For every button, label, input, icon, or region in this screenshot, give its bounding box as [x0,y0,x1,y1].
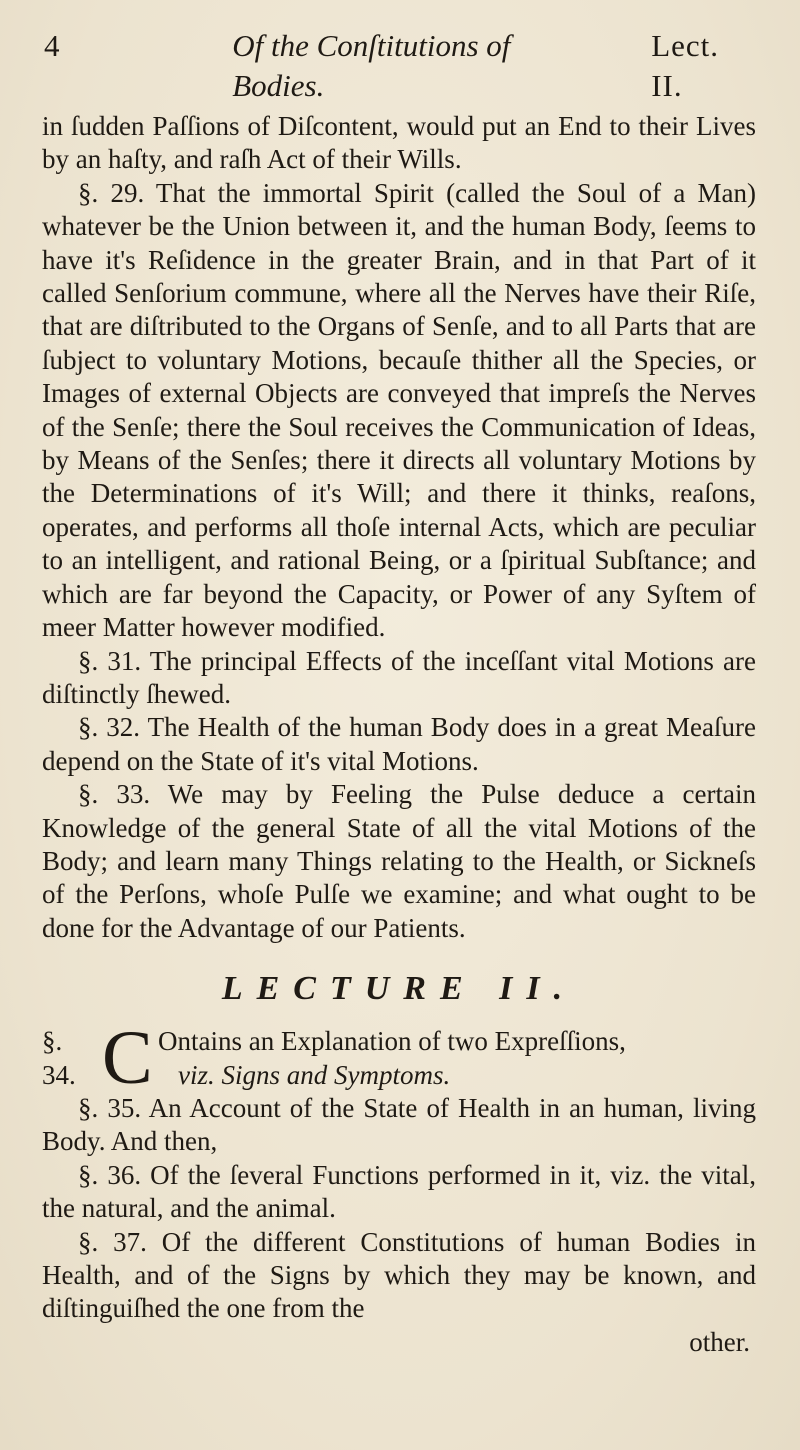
paragraph-section-35: §. 35. An Account of the State of Health in an human, living Body. And then, [42,1092,756,1157]
section-34-line-1: Ontains an Explanation of two Expreſſions, [158,1026,626,1057]
paragraph-section-36: §. 36. Of the ſeveral Functions performed in it, viz. the vital, the natural, and the animal. [42,1159,756,1224]
section-number: §. 34. [42,1026,76,1090]
page-body [42,110,756,1359]
paragraph-section-37: §. 37. Of the different Constitutions of human Bodies in Health, and of the Signs by which they may be known, and diſtinguiſhed the one from the [42,1226,756,1324]
section-34-text [158,1025,756,1092]
paragraph-section-32: §. 32. The Health of the human Body does in a great Meaſure depend on the State of it's vital Motions. [42,712,756,776]
paragraph-continuation: in ſudden Paſſions of Diſcontent, would put an End to their Lives by an haſty, and raſh Act of their Wills. [42,111,756,175]
lecture-reference: Lect. II. [651,28,720,103]
section-34-line-2: viz. Signs and Symptoms. [178,1059,451,1090]
page-number: 4 [44,28,60,63]
paragraph-section-33: §. 33. We may by Feeling the Pulse deduce a certain Knowledge of the general State of all the vital Motions of the Body; and learn many Things relating to the Health, or Sickneſs of the Perſons, whoſe Pulſe we examine; and what ought to be done for the Advantage of our Patients. [42,779,756,943]
lecture-heading: LECTURE II. [221,970,577,1008]
running-header [42,26,756,106]
final-word: other. [689,1326,750,1357]
paragraph-section-29: §. 29. That the immortal Spirit (called the Soul of a Man) whatever be the Union between it, and the human Body, ſeems to have it's Reſidence in the greater Brain, and in that Part of it called Senſorium commune, where all the Nerves have their Riſe, that are diſtributed to the Organs of Senſe, and to all Parts that are ſubject to voluntary Motions, becauſe thither all the Species, or Images of external Objects are conveyed that impreſs the Nerves of the Senſe; there the Soul receives the Communication of Ideas, by Means of the Senſes; there it directs all voluntary Motions by the Determinations of it's Will; and there it thinks, reaſons, operates, and performs all thoſe internal Acts, which are peculiar to an intelligent, and rational Being, or a ſpiritual Subſtance; and which are far beyond the Capacity, or Power of any Syſtem of meer Matter however modified. [42,177,756,643]
running-title: Of the Conſtitutions of Bodies. [232,28,511,103]
drop-cap: C [102,1016,153,1101]
paragraph-section-34 [42,1016,756,1101]
paragraph-section-31: §. 31. The principal Effects of the inceſſant vital Motions are diſtinctly ſhewed. [42,645,756,709]
